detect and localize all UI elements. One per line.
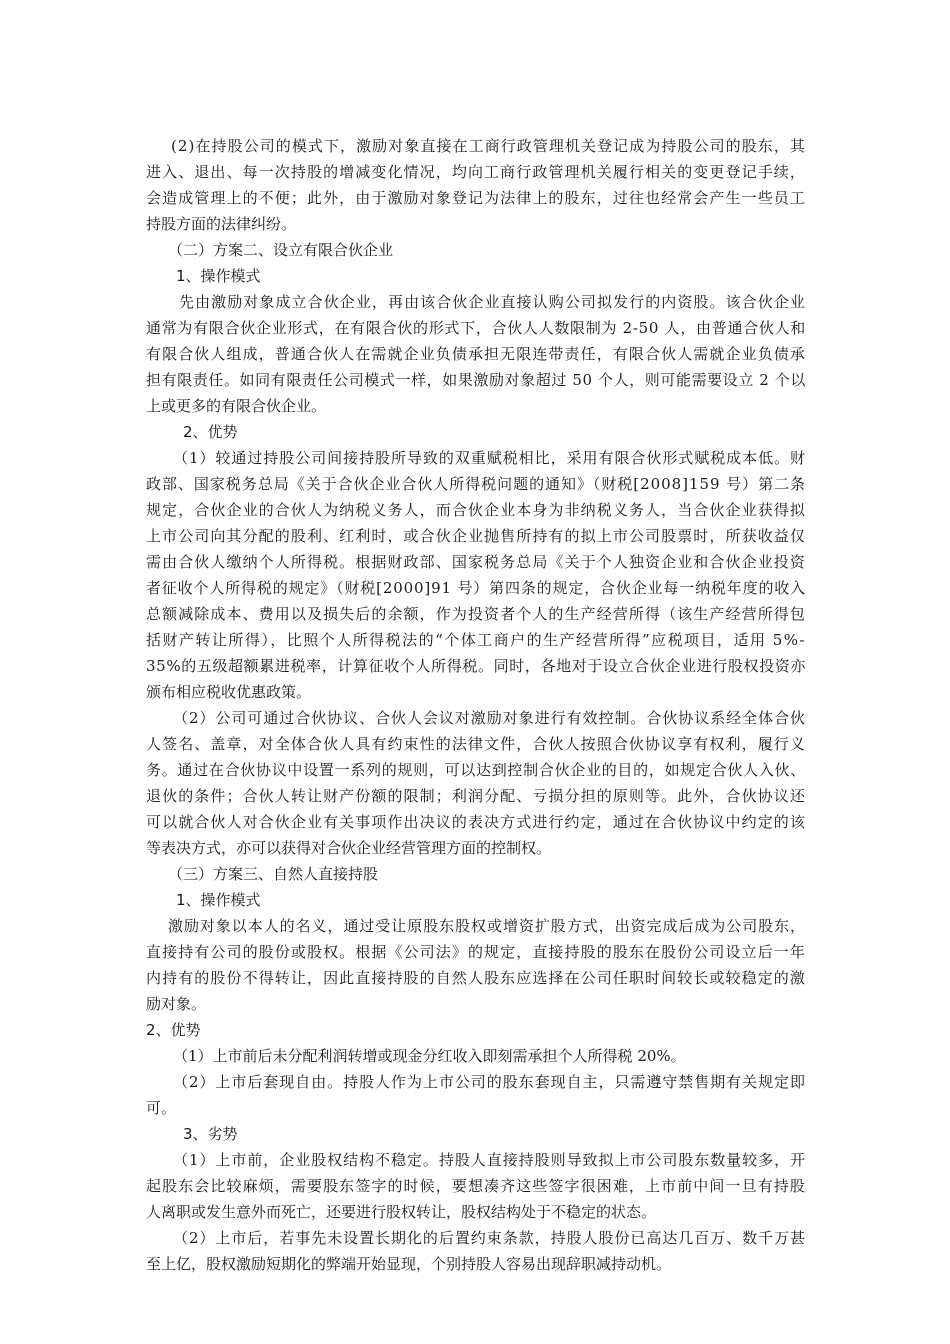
section-heading: 1、操作模式 <box>176 891 261 909</box>
text-line: 可。 <box>146 1099 177 1117</box>
section-heading: 1、操作模式 <box>176 267 261 285</box>
section-heading: 2、优势 <box>146 1021 201 1039</box>
text-line: 可以就合伙人对合伙企业有关事项作出决议的表决方式进行约定，通过在合伙协议中约定的该 <box>146 813 806 831</box>
text-line: 需由合伙人缴纳个人所得税。根据财政部、国家税务总局《关于个人独资企业和合伙企业投资 <box>146 553 806 571</box>
section-heading: 2、优势 <box>183 423 238 441</box>
text-line: 者征收个人所得税的规定》（财税[2000]91 号）第四条的规定，合伙企业每一纳税年度的收入 <box>146 579 806 597</box>
text-line: (2)在持股公司的模式下，激励对象直接在工商行政管理机关登记成为持股公司的股东，其 <box>171 137 806 155</box>
text-line: 人签名、盖章，对全体合伙人具有约束性的法律文件，合伙人按照合伙协议享有权利，履行义 <box>146 735 806 753</box>
text-line: 通常为有限合伙企业形式，在有限合伙的形式下，合伙人人数限制为 2-50 人，由普通合伙人和 <box>146 319 806 337</box>
text-line: 括财产转让所得），比照个人所得税法的“个体工商户的生产经营所得”应税项目，适用 5%- <box>146 631 806 649</box>
text-line: 规定，合伙企业的合伙人为纳税义务人，而合伙企业本身为非纳税义务人，当合伙企业获得拟 <box>146 501 806 519</box>
text-line: 担有限责任。如同有限责任公司模式一样，如果激励对象超过 50 个人，则可能需要设立 2 个以 <box>146 371 806 389</box>
text-line: （1）上市前，企业股权结构不稳定。持股人直接持股则导致拟上市公司股东数量较多，开 <box>173 1151 806 1169</box>
text-line: 内持有的股份不得转让，因此直接持股的自然人股东应选择在公司任职时间较长或较稳定的激 <box>146 969 806 987</box>
section-heading: （三）方案三、自然人直接持股 <box>168 865 379 883</box>
text-line: 总额减除成本、费用以及损失后的余额，作为投资者个人的生产经营所得（该生产经营所得包 <box>146 605 806 623</box>
text-line: 持股方面的法律纠纷。 <box>146 215 297 233</box>
text-line: 颁布相应税收优惠政策。 <box>146 683 312 701</box>
text-line: 上或更多的有限合伙企业。 <box>146 397 327 415</box>
text-line: 人离职或发生意外而死亡，还要进行股权转让，股权结构处于不稳定的状态。 <box>146 1203 657 1221</box>
text-line: 退伙的条件；合伙人转让财产份额的限制；利润分配、亏损分担的原则等。此外，合伙协议还 <box>146 787 806 805</box>
text-line: 至上亿，股权激励短期化的弊端开始显现，个别持股人容易出现辞职减持动机。 <box>146 1255 672 1273</box>
text-line: 先由激励对象成立合伙企业，再由该合伙企业直接认购公司拟发行的内资股。该合伙企业 <box>179 293 806 311</box>
text-line: 等表决方式，亦可以获得对合伙企业经营管理方面的控制权。 <box>146 839 552 857</box>
section-heading: （二）方案二、设立有限合伙企业 <box>168 241 394 259</box>
text-line: 35%的五级超额累进税率，计算征收个人所得税。同时，各地对于设立合伙企业进行股权投资亦 <box>146 657 806 675</box>
text-line: （2）公司可通过合伙协议、合伙人会议对激励对象进行有效控制。合伙协议系经全体合伙 <box>173 709 806 727</box>
text-line: （2）上市后，若事先未设置长期化的后置约束条款，持股人股份已高达几百万、数千万甚 <box>173 1229 806 1247</box>
text-line: 会造成管理上的不便；此外，由于激励对象登记为法律上的股东，过往也经常会产生一些员工 <box>146 189 806 207</box>
text-line: 上市公司向其分配的股利、红利时，或合伙企业抛售所持有的拟上市公司股票时，所获收益仅 <box>146 527 806 545</box>
text-line: 政部、国家税务总局《关于合伙企业合伙人所得税问题的通知》（财税[2008]159 号）第二条 <box>146 475 806 493</box>
text-line: 有限合伙人组成，普通合伙人在需就企业负债承担无限连带责任，有限合伙人需就企业负债承 <box>146 345 806 363</box>
text-line: 起股东会比较麻烦，需要股东签字的时候，要想凑齐这些签字很困难，上市前中间一旦有持股 <box>146 1177 806 1195</box>
text-line: 进入、退出、每一次持股的增减变化情况，均向工商行政管理机关履行相关的变更登记手续， <box>146 163 806 181</box>
text-line: 励对象。 <box>146 995 207 1013</box>
text-line: （2）上市后套现自由。持股人作为上市公司的股东套现自主，只需遵守禁售期有关规定即 <box>173 1073 806 1091</box>
text-line: （1）较通过持股公司间接持股所导致的双重赋税相比，采用有限合伙形式赋税成本低。财 <box>173 449 806 467</box>
text-line: （1）上市前后未分配利润转增或现金分红收入即刻需承担个人所得税 20%。 <box>173 1047 686 1065</box>
text-line: 直接持有公司的股份或股权。根据《公司法》的规定，直接持股的股东在股份公司设立后一年 <box>146 943 806 961</box>
text-line: 激励对象以本人的名义，通过受让原股东股权或增资扩股方式，出资完成后成为公司股东， <box>168 917 806 935</box>
text-line: 务。通过在合伙协议中设置一系列的规则，可以达到控制合伙企业的目的，如规定合伙人入伙、 <box>146 761 806 779</box>
section-heading: 3、劣势 <box>183 1125 238 1143</box>
